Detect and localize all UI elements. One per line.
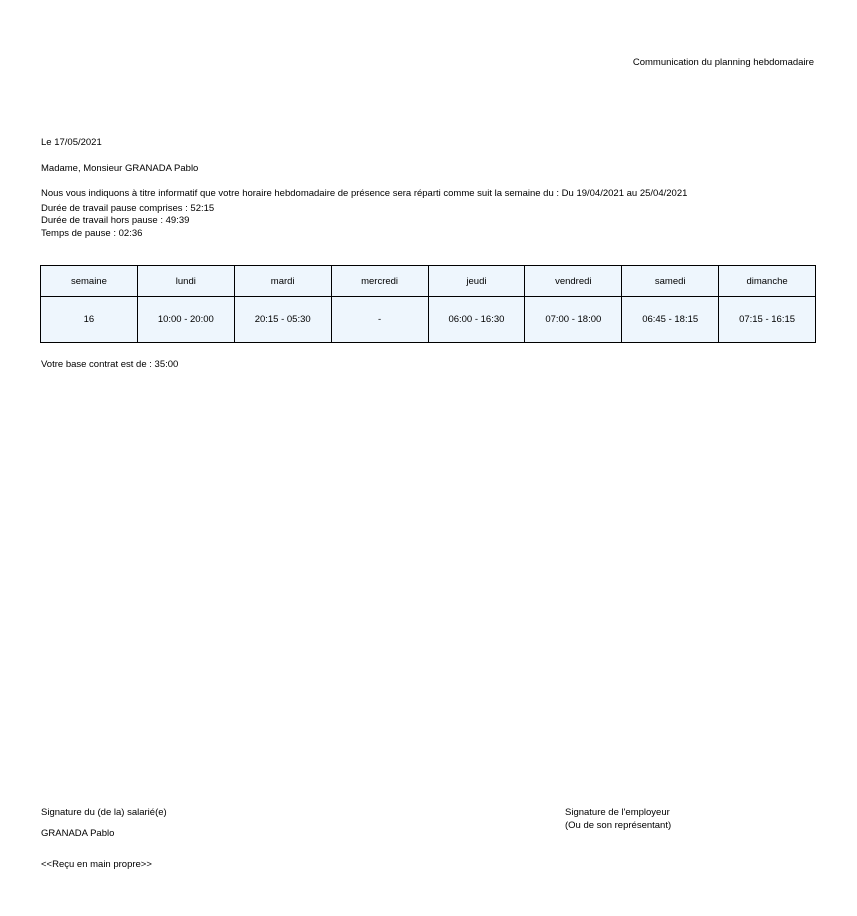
salutation: Madame, Monsieur GRANADA Pablo [41, 163, 199, 174]
header-thursday: jeudi [428, 266, 525, 297]
document-title: Communication du planning hebdomadaire [632, 57, 814, 68]
received-in-hand: <<Reçu en main propre>> [41, 859, 152, 870]
cell-friday: 07:00 - 18:00 [525, 297, 622, 343]
header-week: semaine [41, 266, 138, 297]
contract-base: Votre base contrat est de : 35:00 [41, 359, 179, 370]
cell-sunday: 07:15 - 16:15 [719, 297, 816, 343]
header-sunday: dimanche [719, 266, 816, 297]
cell-tuesday: 20:15 - 05:30 [234, 297, 331, 343]
schedule-header-row [41, 266, 816, 297]
header-wednesday: mercredi [331, 266, 428, 297]
cell-saturday: 06:45 - 18:15 [622, 297, 719, 343]
schedule-row [41, 297, 816, 343]
letter-date: Le 17/05/2021 [41, 137, 102, 148]
schedule-table [40, 265, 816, 343]
break-time: Temps de pause : 02:36 [41, 228, 143, 239]
duration-with-breaks: Durée de travail pause comprises : 52:15 [41, 203, 215, 214]
employer-representative: (Ou de son représentant) [565, 820, 672, 831]
header-saturday: samedi [622, 266, 719, 297]
employer-signature-label: Signature de l'employeur [565, 807, 670, 818]
duration-without-breaks: Durée de travail hors pause : 49:39 [41, 215, 190, 226]
cell-wednesday: - [331, 297, 428, 343]
cell-week-number: 16 [41, 297, 138, 343]
employee-name: GRANADA Pablo [41, 828, 115, 839]
employee-signature-label: Signature du (de la) salarié(e) [41, 807, 167, 818]
header-monday: lundi [137, 266, 234, 297]
header-tuesday: mardi [234, 266, 331, 297]
intro-text: Nous vous indiquons à titre informatif que votre horaire hebdomadaire de présence sera réparti comme suit la semaine du : Du 19/04/2021 au 25/04/2021 [41, 188, 688, 199]
cell-monday: 10:00 - 20:00 [137, 297, 234, 343]
header-friday: vendredi [525, 266, 622, 297]
cell-thursday: 06:00 - 16:30 [428, 297, 525, 343]
